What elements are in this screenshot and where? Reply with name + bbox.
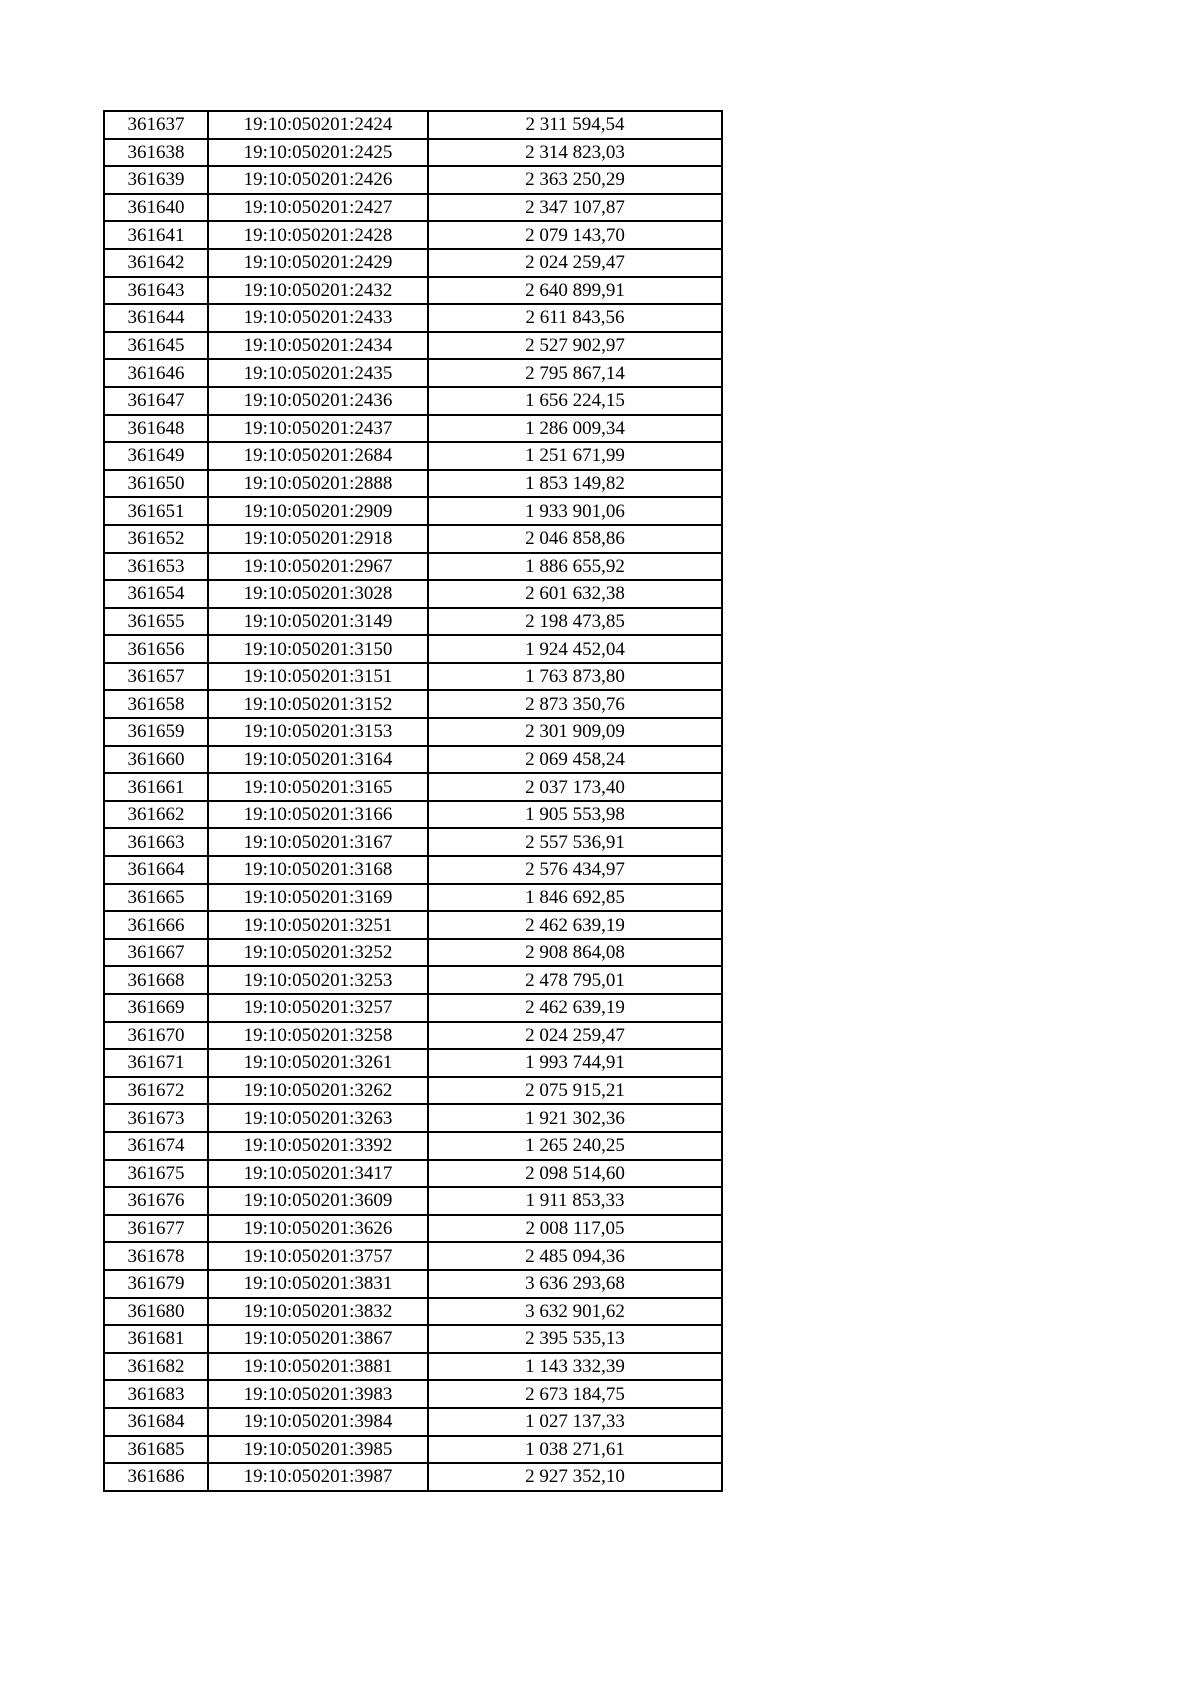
cadastral-value-cell: 1 846 692,85 — [428, 884, 722, 912]
row-number-cell: 361641 — [104, 221, 208, 249]
table-row — [104, 304, 722, 332]
cadastral-number-cell: 19:10:050201:2888 — [208, 470, 428, 498]
cadastral-value-table — [103, 110, 723, 1492]
cadastral-value-cell: 2 462 639,19 — [428, 911, 722, 939]
table-row — [104, 1408, 722, 1436]
cadastral-number-cell: 19:10:050201:2424 — [208, 111, 428, 139]
row-number-cell: 361678 — [104, 1242, 208, 1270]
cadastral-value-cell: 2 046 858,86 — [428, 525, 722, 553]
cadastral-value-cell: 2 611 843,56 — [428, 304, 722, 332]
cadastral-value-cell: 2 024 259,47 — [428, 1022, 722, 1050]
cadastral-value-cell: 2 301 909,09 — [428, 718, 722, 746]
cadastral-number-cell: 19:10:050201:3626 — [208, 1215, 428, 1243]
row-number-cell: 361672 — [104, 1077, 208, 1105]
row-number-cell: 361663 — [104, 828, 208, 856]
cadastral-number-cell: 19:10:050201:3867 — [208, 1325, 428, 1353]
cadastral-number-cell: 19:10:050201:2425 — [208, 139, 428, 167]
cadastral-value-cell: 1 656 224,15 — [428, 387, 722, 415]
row-number-cell: 361682 — [104, 1353, 208, 1381]
cadastral-number-cell: 19:10:050201:3028 — [208, 580, 428, 608]
cadastral-number-cell: 19:10:050201:2967 — [208, 553, 428, 581]
cadastral-value-cell: 2 478 795,01 — [428, 966, 722, 994]
cadastral-value-cell: 2 673 184,75 — [428, 1380, 722, 1408]
row-number-cell: 361680 — [104, 1298, 208, 1326]
table-row — [104, 359, 722, 387]
cadastral-number-cell: 19:10:050201:2427 — [208, 194, 428, 222]
cadastral-value-cell: 1 853 149,82 — [428, 470, 722, 498]
cadastral-number-cell: 19:10:050201:3258 — [208, 1022, 428, 1050]
cadastral-number-cell: 19:10:050201:3987 — [208, 1463, 428, 1491]
cadastral-value-cell: 2 314 823,03 — [428, 139, 722, 167]
row-number-cell: 361647 — [104, 387, 208, 415]
row-number-cell: 361645 — [104, 332, 208, 360]
cadastral-value-cell: 2 024 259,47 — [428, 249, 722, 277]
table-row — [104, 1436, 722, 1464]
cadastral-number-cell: 19:10:050201:3166 — [208, 801, 428, 829]
row-number-cell: 361671 — [104, 1049, 208, 1077]
table-row — [104, 580, 722, 608]
cadastral-value-cell: 1 265 240,25 — [428, 1132, 722, 1160]
table-row — [104, 966, 722, 994]
table-row — [104, 1022, 722, 1050]
row-number-cell: 361667 — [104, 939, 208, 967]
table-row — [104, 332, 722, 360]
cadastral-number-cell: 19:10:050201:3164 — [208, 746, 428, 774]
row-number-cell: 361657 — [104, 663, 208, 691]
row-number-cell: 361674 — [104, 1132, 208, 1160]
cadastral-number-cell: 19:10:050201:3153 — [208, 718, 428, 746]
table-row — [104, 415, 722, 443]
row-number-cell: 361679 — [104, 1270, 208, 1298]
cadastral-number-cell: 19:10:050201:3165 — [208, 773, 428, 801]
row-number-cell: 361654 — [104, 580, 208, 608]
row-number-cell: 361658 — [104, 690, 208, 718]
row-number-cell: 361664 — [104, 856, 208, 884]
cadastral-number-cell: 19:10:050201:3261 — [208, 1049, 428, 1077]
cadastral-number-cell: 19:10:050201:2435 — [208, 359, 428, 387]
table-row — [104, 939, 722, 967]
cadastral-number-cell: 19:10:050201:3150 — [208, 635, 428, 663]
table-row — [104, 1160, 722, 1188]
table-row — [104, 166, 722, 194]
table-row — [104, 994, 722, 1022]
row-number-cell: 361675 — [104, 1160, 208, 1188]
row-number-cell: 361643 — [104, 277, 208, 305]
cadastral-value-cell: 2 098 514,60 — [428, 1160, 722, 1188]
row-number-cell: 361637 — [104, 111, 208, 139]
cadastral-value-cell: 3 636 293,68 — [428, 1270, 722, 1298]
cadastral-number-cell: 19:10:050201:3251 — [208, 911, 428, 939]
row-number-cell: 361649 — [104, 442, 208, 470]
table-row — [104, 1298, 722, 1326]
table-row — [104, 1104, 722, 1132]
table-row — [104, 249, 722, 277]
row-number-cell: 361661 — [104, 773, 208, 801]
cadastral-value-cell: 1 886 655,92 — [428, 553, 722, 581]
cadastral-number-cell: 19:10:050201:3253 — [208, 966, 428, 994]
table-row — [104, 911, 722, 939]
row-number-cell: 361660 — [104, 746, 208, 774]
row-number-cell: 361676 — [104, 1187, 208, 1215]
cadastral-value-cell: 1 143 332,39 — [428, 1353, 722, 1381]
cadastral-number-cell: 19:10:050201:3263 — [208, 1104, 428, 1132]
cadastral-number-cell: 19:10:050201:3168 — [208, 856, 428, 884]
cadastral-value-cell: 2 927 352,10 — [428, 1463, 722, 1491]
cadastral-number-cell: 19:10:050201:2684 — [208, 442, 428, 470]
cadastral-value-cell: 1 027 137,33 — [428, 1408, 722, 1436]
cadastral-number-cell: 19:10:050201:2433 — [208, 304, 428, 332]
cadastral-number-cell: 19:10:050201:2918 — [208, 525, 428, 553]
row-number-cell: 361646 — [104, 359, 208, 387]
table-row — [104, 608, 722, 636]
table-row — [104, 828, 722, 856]
row-number-cell: 361644 — [104, 304, 208, 332]
cadastral-value-cell: 2 037 173,40 — [428, 773, 722, 801]
table-row — [104, 1270, 722, 1298]
cadastral-value-cell: 1 924 452,04 — [428, 635, 722, 663]
table-row — [104, 277, 722, 305]
cadastral-number-cell: 19:10:050201:3417 — [208, 1160, 428, 1188]
row-number-cell: 361677 — [104, 1215, 208, 1243]
cadastral-value-cell: 3 632 901,62 — [428, 1298, 722, 1326]
cadastral-value-cell: 2 363 250,29 — [428, 166, 722, 194]
table-row — [104, 884, 722, 912]
table-row — [104, 387, 722, 415]
cadastral-number-cell: 19:10:050201:2428 — [208, 221, 428, 249]
cadastral-number-cell: 19:10:050201:3252 — [208, 939, 428, 967]
table-row — [104, 718, 722, 746]
cadastral-number-cell: 19:10:050201:2429 — [208, 249, 428, 277]
row-number-cell: 361639 — [104, 166, 208, 194]
row-number-cell: 361681 — [104, 1325, 208, 1353]
cadastral-number-cell: 19:10:050201:3257 — [208, 994, 428, 1022]
row-number-cell: 361665 — [104, 884, 208, 912]
cadastral-value-cell: 2 908 864,08 — [428, 939, 722, 967]
cadastral-value-cell: 1 921 302,36 — [428, 1104, 722, 1132]
row-number-cell: 361659 — [104, 718, 208, 746]
cadastral-value-cell: 2 795 867,14 — [428, 359, 722, 387]
cadastral-number-cell: 19:10:050201:3167 — [208, 828, 428, 856]
cadastral-number-cell: 19:10:050201:2909 — [208, 497, 428, 525]
table-row — [104, 1077, 722, 1105]
cadastral-value-cell: 1 251 671,99 — [428, 442, 722, 470]
cadastral-value-cell: 1 286 009,34 — [428, 415, 722, 443]
row-number-cell: 361685 — [104, 1436, 208, 1464]
table-row — [104, 1049, 722, 1077]
cadastral-value-cell: 1 993 744,91 — [428, 1049, 722, 1077]
cadastral-value-cell: 2 462 639,19 — [428, 994, 722, 1022]
row-number-cell: 361684 — [104, 1408, 208, 1436]
cadastral-value-cell: 1 905 553,98 — [428, 801, 722, 829]
table-row — [104, 525, 722, 553]
cadastral-value-cell: 1 763 873,80 — [428, 663, 722, 691]
cadastral-value-cell: 2 069 458,24 — [428, 746, 722, 774]
row-number-cell: 361655 — [104, 608, 208, 636]
cadastral-value-cell: 2 527 902,97 — [428, 332, 722, 360]
row-number-cell: 361683 — [104, 1380, 208, 1408]
cadastral-value-cell: 2 075 915,21 — [428, 1077, 722, 1105]
cadastral-number-cell: 19:10:050201:3983 — [208, 1380, 428, 1408]
table-row — [104, 470, 722, 498]
cadastral-number-cell: 19:10:050201:2426 — [208, 166, 428, 194]
table-row — [104, 553, 722, 581]
cadastral-number-cell: 19:10:050201:2436 — [208, 387, 428, 415]
cadastral-number-cell: 19:10:050201:3262 — [208, 1077, 428, 1105]
row-number-cell: 361650 — [104, 470, 208, 498]
row-number-cell: 361662 — [104, 801, 208, 829]
table-row — [104, 1187, 722, 1215]
table-row — [104, 1463, 722, 1491]
table-row — [104, 635, 722, 663]
row-number-cell: 361673 — [104, 1104, 208, 1132]
table-row — [104, 194, 722, 222]
cadastral-value-cell: 1 911 853,33 — [428, 1187, 722, 1215]
cadastral-value-cell: 1 038 271,61 — [428, 1436, 722, 1464]
cadastral-value-cell: 2 601 632,38 — [428, 580, 722, 608]
cadastral-number-cell: 19:10:050201:2432 — [208, 277, 428, 305]
row-number-cell: 361653 — [104, 553, 208, 581]
table-row — [104, 1132, 722, 1160]
table-row — [104, 139, 722, 167]
cadastral-number-cell: 19:10:050201:3832 — [208, 1298, 428, 1326]
row-number-cell: 361669 — [104, 994, 208, 1022]
table-row — [104, 111, 722, 139]
row-number-cell: 361656 — [104, 635, 208, 663]
cadastral-value-cell: 2 557 536,91 — [428, 828, 722, 856]
cadastral-number-cell: 19:10:050201:2434 — [208, 332, 428, 360]
cadastral-number-cell: 19:10:050201:3831 — [208, 1270, 428, 1298]
row-number-cell: 361652 — [104, 525, 208, 553]
row-number-cell: 361648 — [104, 415, 208, 443]
table-row — [104, 773, 722, 801]
row-number-cell: 361651 — [104, 497, 208, 525]
table-row — [104, 1242, 722, 1270]
cadastral-value-cell: 2 079 143,70 — [428, 221, 722, 249]
table-row — [104, 497, 722, 525]
cadastral-number-cell: 19:10:050201:3984 — [208, 1408, 428, 1436]
row-number-cell: 361666 — [104, 911, 208, 939]
cadastral-number-cell: 19:10:050201:3152 — [208, 690, 428, 718]
cadastral-value-cell: 2 640 899,91 — [428, 277, 722, 305]
table-row — [104, 221, 722, 249]
cadastral-value-cell: 2 576 434,97 — [428, 856, 722, 884]
table-body — [104, 111, 722, 1491]
row-number-cell: 361638 — [104, 139, 208, 167]
cadastral-value-cell: 2 485 094,36 — [428, 1242, 722, 1270]
row-number-cell: 361642 — [104, 249, 208, 277]
cadastral-number-cell: 19:10:050201:2437 — [208, 415, 428, 443]
cadastral-number-cell: 19:10:050201:3151 — [208, 663, 428, 691]
table-row — [104, 1325, 722, 1353]
table-row — [104, 746, 722, 774]
table-row — [104, 442, 722, 470]
row-number-cell: 361670 — [104, 1022, 208, 1050]
cadastral-number-cell: 19:10:050201:3149 — [208, 608, 428, 636]
table-row — [104, 663, 722, 691]
cadastral-value-cell: 1 933 901,06 — [428, 497, 722, 525]
cadastral-value-cell: 2 395 535,13 — [428, 1325, 722, 1353]
table-row — [104, 1353, 722, 1381]
cadastral-value-cell: 2 347 107,87 — [428, 194, 722, 222]
table-row — [104, 856, 722, 884]
cadastral-value-cell: 2 198 473,85 — [428, 608, 722, 636]
cadastral-number-cell: 19:10:050201:3985 — [208, 1436, 428, 1464]
row-number-cell: 361640 — [104, 194, 208, 222]
cadastral-value-cell: 2 873 350,76 — [428, 690, 722, 718]
table-row — [104, 690, 722, 718]
row-number-cell: 361686 — [104, 1463, 208, 1491]
cadastral-number-cell: 19:10:050201:3169 — [208, 884, 428, 912]
cadastral-value-cell: 2 008 117,05 — [428, 1215, 722, 1243]
cadastral-number-cell: 19:10:050201:3609 — [208, 1187, 428, 1215]
table-row — [104, 1215, 722, 1243]
table-row — [104, 1380, 722, 1408]
cadastral-number-cell: 19:10:050201:3392 — [208, 1132, 428, 1160]
cadastral-number-cell: 19:10:050201:3757 — [208, 1242, 428, 1270]
cadastral-number-cell: 19:10:050201:3881 — [208, 1353, 428, 1381]
cadastral-value-cell: 2 311 594,54 — [428, 111, 722, 139]
row-number-cell: 361668 — [104, 966, 208, 994]
table-row — [104, 801, 722, 829]
